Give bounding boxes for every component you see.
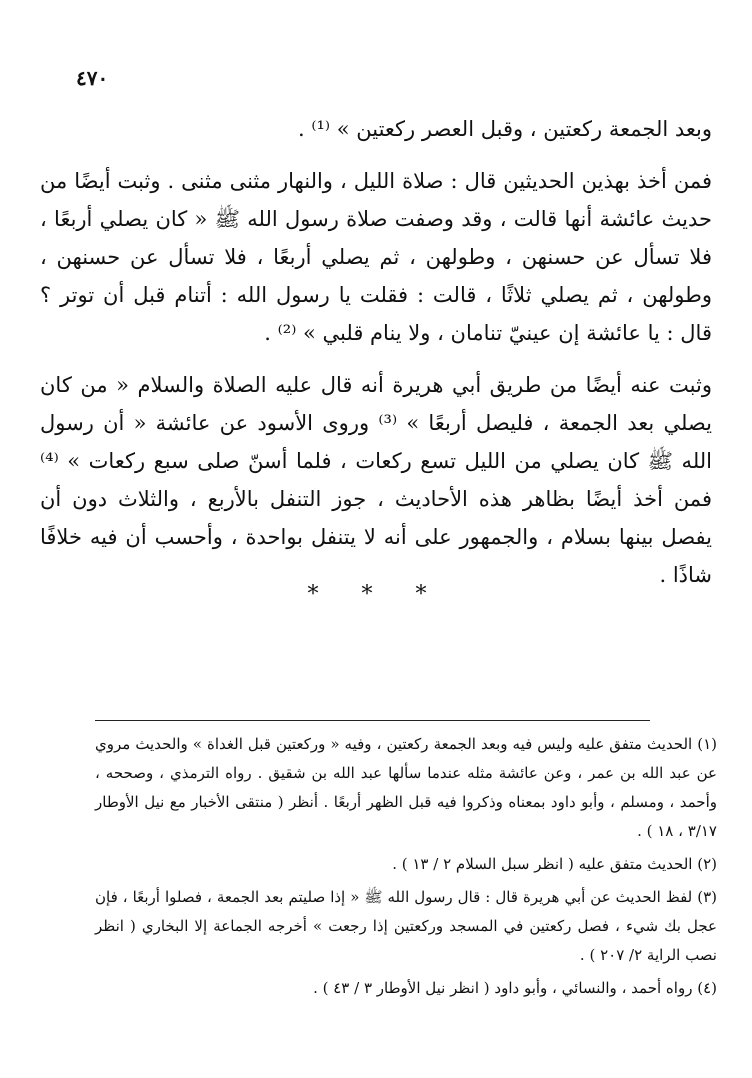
paragraph-2: فمن أخذ بهذين الحديثين قال : صلاة الليل ، والنهار مثنى مثنى . وثبت أيضًا من حديث عائشة أنها قالت ، وقد وصفت صلاة رسول الله ﷺ « كان يصلي أربعًا ، فلا تسأل عن حسنهن ، وطولهن ، ثم يصلي أربعًا ، فلا تسأل عن حسنهن ، وطولهن ، ثم يصلي ثلاثًا ، قالت : فقلت يا رسول الله : أتنام قبل أن توتر ؟ قال : يا عائشة إن عينيّ تنامان ، ولا ينام قلبي » ⁽²⁾ . (40, 169, 712, 345)
footnote-4: (٤) رواه أحمد ، والنسائي ، وأبو داود ( انظر نيل الأوطار ٣ / ٤٣ ) . (313, 979, 717, 997)
paragraph-3: وثبت عنه أيضًا من طريق أبي هريرة أنه قال عليه الصلاة والسلام « من كان يصلي بعد الجمعة ، فليصل أربعًا » ⁽³⁾ وروى الأسود عن عائشة « أن رسول الله ﷺ كان يصلي من الليل تسع ركعات ، فلما أسنّ صلى سبع ركعات » ⁽⁴⁾ فمن أخذ أيضًا بظاهر هذه الأحاديث ، جوز التنفل بالأربع ، والثلاث دون أن يفصل بينها بسلام ، والجمهور على أنه لا يتنفل بواحدة ، وأحسب أن فيه خلافًا شاذًا . (40, 373, 712, 587)
footnote-1: (١) الحديث متفق عليه وليس فيه وبعد الجمعة ركعتين ، وفيه « وركعتين قبل الغداة » والحديث مروي عن عبد الله بن عمر ، وعن عائشة مثله عندما سألها عبد الله بن شقيق . رواه الترمذي ، وصححه ، وأحمد ، ومسلم ، وأبو داود بمعناه وذكروا فيه قبل الظهر أربعًا . أنظر ( منتقى الأخبار مع نيل الأوطار ٣/١٧ ، ١٨ ) . (95, 735, 717, 840)
paragraph-1: وبعد الجمعة ركعتين ، وقبل العصر ركعتين » ⁽¹⁾ . (297, 117, 712, 141)
footnote-2: (٢) الحديث متفق عليه ( انظر سبل السلام ٢ / ١٣ ) . (392, 855, 717, 873)
footnote-3: (٣) لفظ الحديث عن أبي هريرة قال : قال رسول الله ﷺ « إذا صليتم بعد الجمعة ، فصلوا أربعًا ، فإن عجل بك شيء ، فصل ركعتين في المسجد وركعتين إذا رجعت » أخرجه الجماعة إلا البخاري ( انظر نصب الراية ٢/ ٢٠٧ ) . (95, 888, 717, 964)
section-separator: * * * (307, 582, 445, 607)
footnotes (95, 730, 717, 1007)
page-number: ٤٧٠ (76, 66, 109, 90)
footnote-divider (95, 720, 650, 721)
main-text (40, 110, 712, 594)
